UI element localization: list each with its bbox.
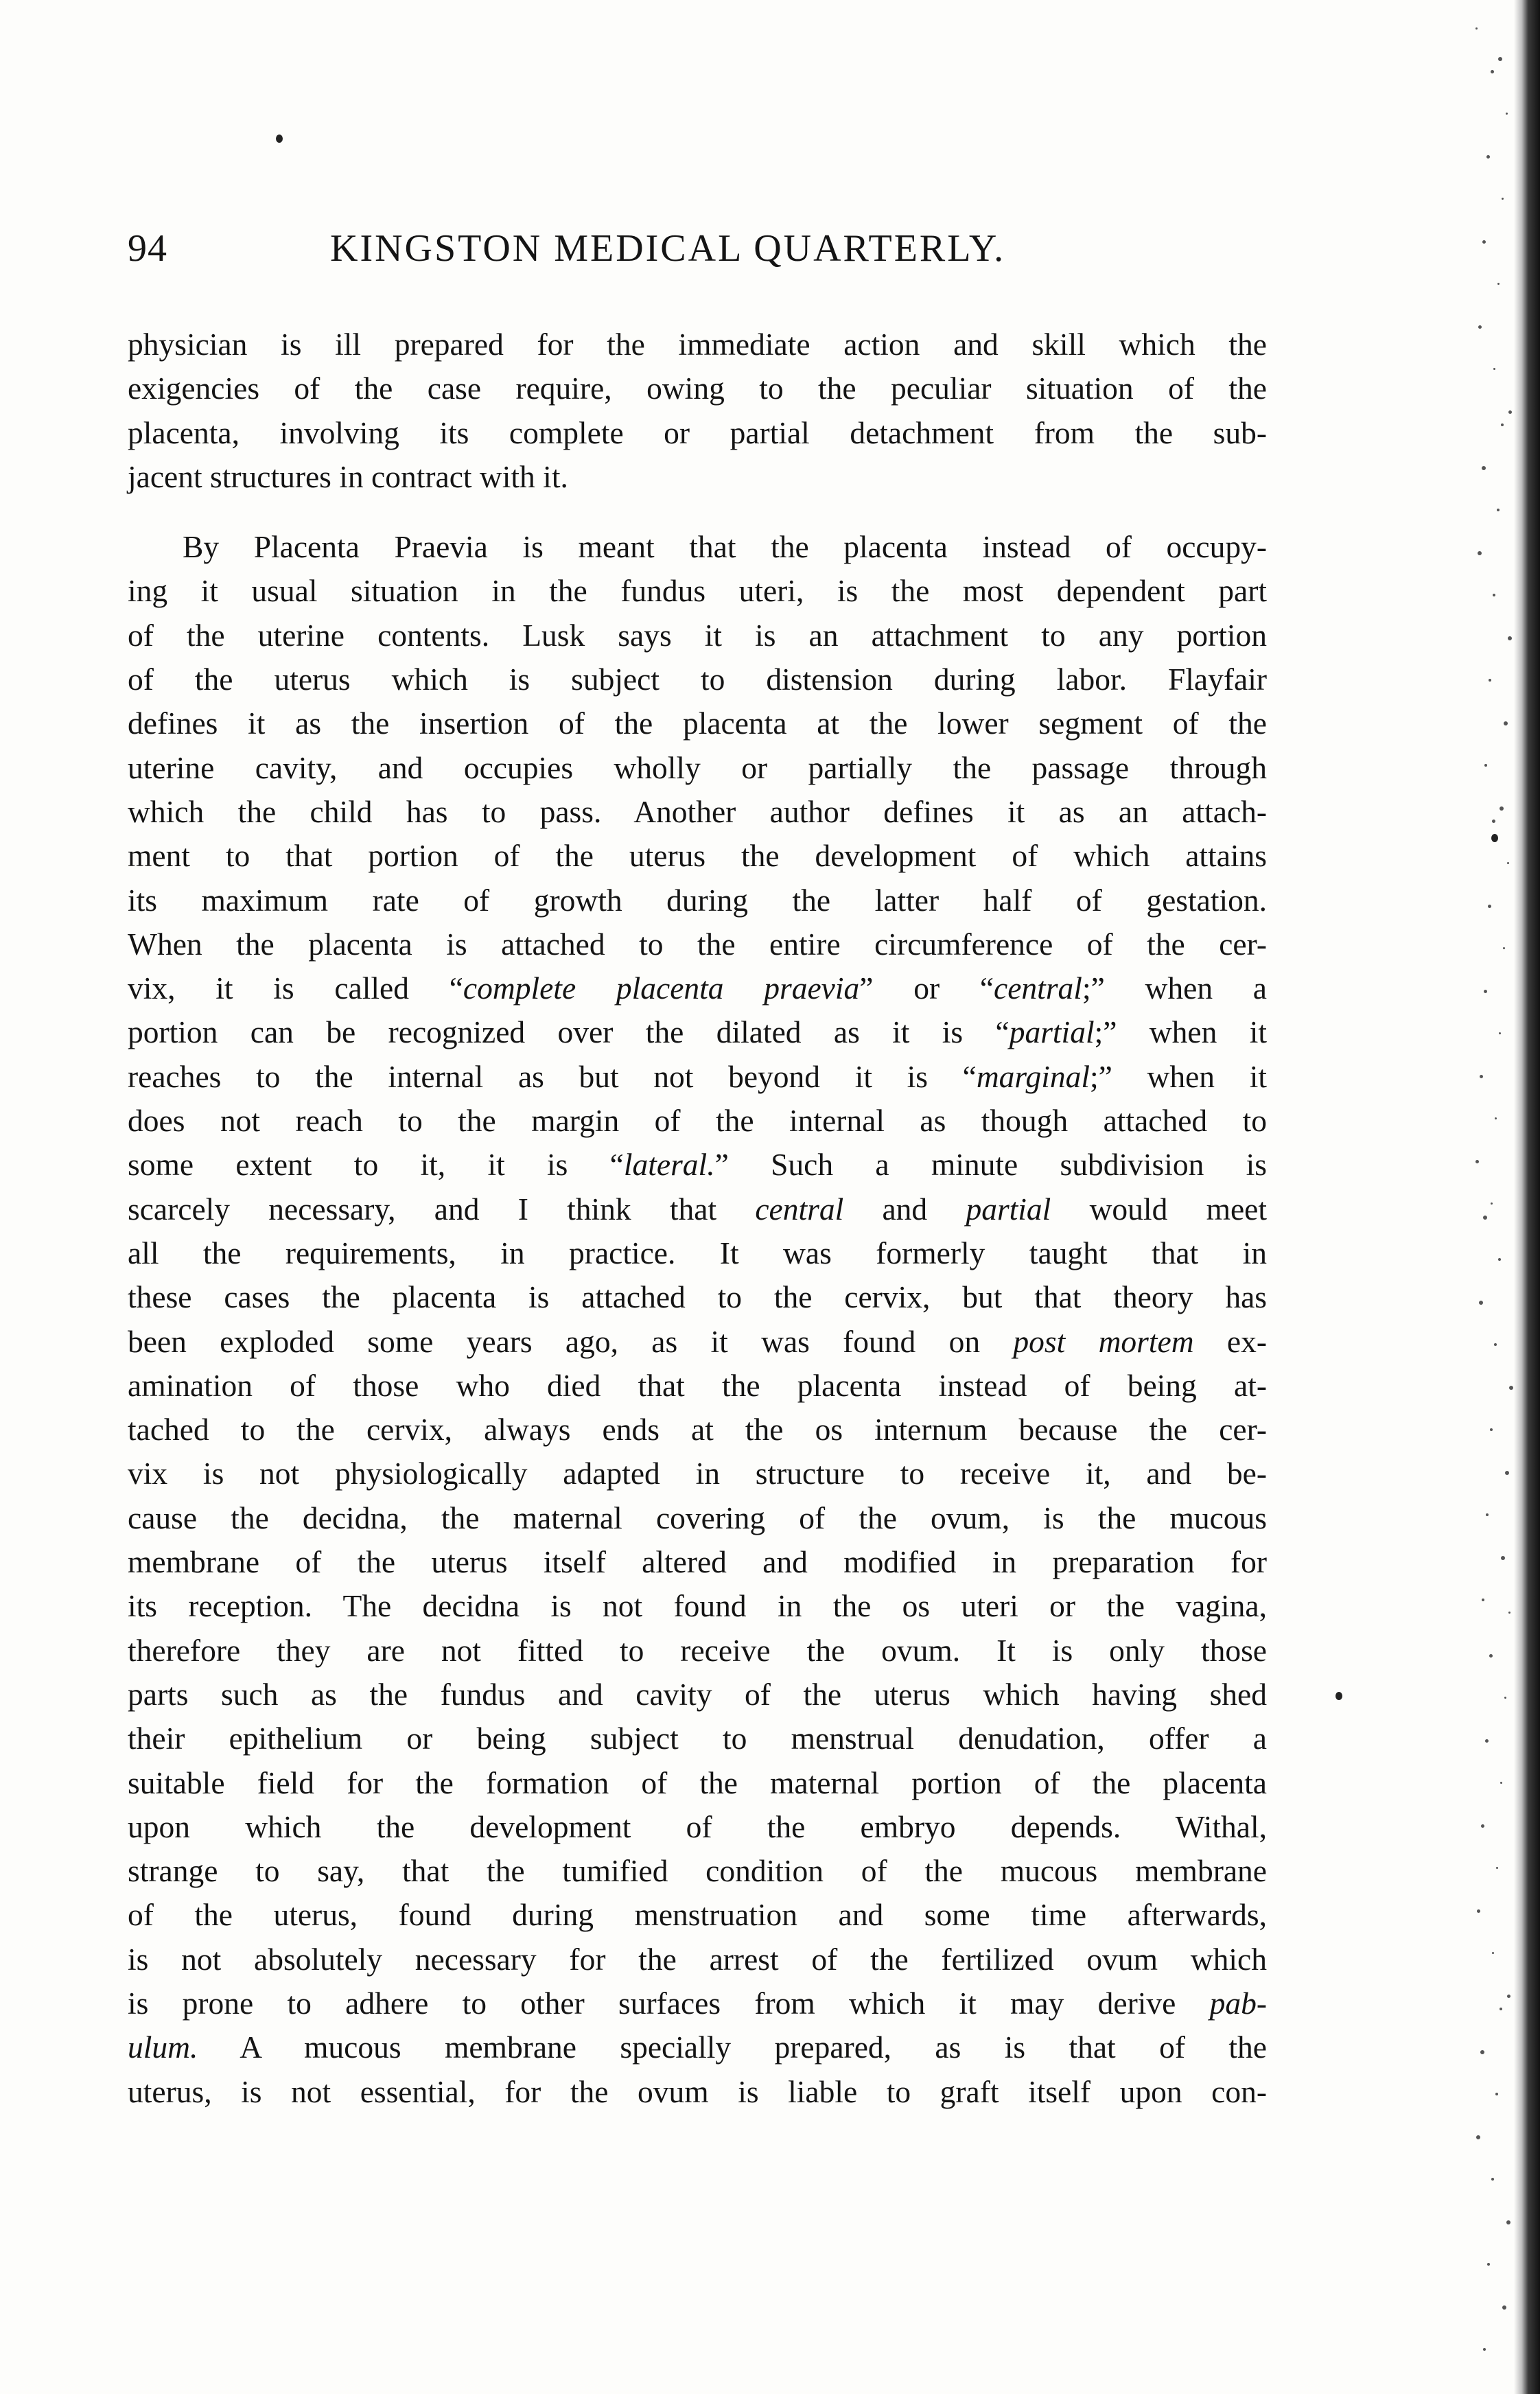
text-line (128, 701, 1267, 745)
text-line (128, 455, 1267, 499)
text-line (128, 1540, 1267, 1584)
scan-speck (1482, 240, 1486, 244)
scan-speck (1507, 862, 1509, 864)
text-run: these cases the placenta is attached to the cervix, but that theory has (128, 1279, 1267, 1315)
text-run: their epithelium or being subject to menstrual denudation, offer a (128, 1721, 1267, 1756)
text-run: ex- (1193, 1323, 1267, 1359)
scan-speck (1475, 1160, 1479, 1163)
scan-speck (1498, 1258, 1501, 1261)
text-line (128, 1717, 1267, 1760)
scan-speck (1475, 27, 1478, 30)
page-number: 94 (128, 227, 167, 270)
text-line (128, 1584, 1267, 1628)
scan-speck (1502, 198, 1504, 200)
scan-speck (1508, 410, 1512, 414)
scan-speck (1506, 2220, 1510, 2224)
scan-speck (1492, 820, 1495, 823)
text-run: ” Such a minute subdivision is (714, 1147, 1268, 1183)
text-run: of the uterine contents. Lusk says it is an attachment to any portion (128, 617, 1267, 653)
text-run: and (843, 1191, 966, 1227)
scan-speck (1492, 1952, 1494, 1954)
text-line (128, 922, 1267, 966)
scan-speck (1507, 1995, 1510, 1998)
text-line (128, 569, 1267, 613)
scan-speck (1482, 1599, 1484, 1601)
text-line (128, 834, 1267, 878)
text-line (128, 790, 1267, 834)
scan-speck (1480, 2050, 1484, 2054)
text-line (128, 525, 1267, 569)
scan-speck (1489, 1654, 1493, 1658)
text-run: cause the decidna, the maternal covering of the ovum, is the mucous (128, 1500, 1267, 1535)
text-line (128, 1452, 1267, 1496)
italic-term: post mortem (1013, 1323, 1194, 1359)
text-line (128, 1408, 1267, 1452)
text-line (128, 1496, 1267, 1540)
scan-speck (1504, 721, 1508, 725)
scan-speck (1493, 594, 1495, 596)
body-text (128, 323, 1267, 2114)
scan-speck (1483, 1216, 1487, 1220)
text-run: amination of those who died that the placenta instead of being at- (128, 1367, 1267, 1403)
scan-speck (1476, 2135, 1480, 2139)
scan-speck (1497, 283, 1500, 285)
scan-speck (1486, 1513, 1489, 1516)
text-line (128, 658, 1267, 701)
scan-speck (1502, 2305, 1506, 2310)
text-run: ;” when it (1090, 1058, 1267, 1094)
text-run: reaches to the internal as but not beyond it is “ (128, 1058, 977, 1094)
text-run: upon which the development of the embryo depends. Withal, (128, 1809, 1267, 1844)
text-run: some extent to it, it is “ (128, 1147, 624, 1183)
scan-speck (1489, 679, 1491, 682)
text-line (128, 2070, 1267, 2114)
scan-speck (1491, 70, 1494, 73)
scan-speck (1483, 2348, 1486, 2351)
scan-speck (1493, 368, 1495, 370)
scan-speck (1478, 325, 1482, 329)
page-header (128, 226, 1267, 288)
scan-speck (1500, 806, 1504, 811)
scan-speck (1486, 155, 1490, 159)
text-run: uterine cavity, and occupies wholly or partially the passage through (128, 749, 1267, 785)
text-run: of the uterus, found during menstruation and some time afterwards, (128, 1897, 1267, 1933)
scan-speck (1484, 764, 1487, 767)
scan-speck (1505, 1471, 1509, 1475)
italic-term: ulum. (128, 2030, 198, 2065)
text-run: its reception. The decidna is not found in the os uteri or the vagina, (128, 1588, 1267, 1624)
stray-mark (276, 135, 283, 143)
scan-speck (1503, 947, 1505, 949)
text-line (128, 411, 1267, 455)
scan-speck (1495, 1117, 1497, 1119)
stray-mark (1335, 1692, 1342, 1700)
text-line (128, 1099, 1267, 1143)
text-run: is not absolutely necessary for the arrest of the fertilized ovum which (128, 1941, 1267, 1977)
text-run: which the child has to pass. Another author defines it as an attach- (128, 793, 1267, 829)
italic-term: complete placenta praevia (463, 971, 860, 1006)
text-run: tached to the cervix, always ends at the os internum because the cer- (128, 1412, 1267, 1448)
text-line (128, 1805, 1267, 1849)
text-line (128, 1187, 1267, 1231)
text-run: ;” when it (1094, 1014, 1267, 1050)
text-run: uterus, is not essential, for the ovum is liable to graft itself upon con- (128, 2073, 1267, 2109)
italic-term: partial (1009, 1014, 1095, 1050)
italic-term: pab- (1209, 1985, 1267, 2021)
text-run: exigencies of the case require, owing to the peculiar situation of the (128, 371, 1267, 406)
text-run: membrane of the uterus itself altered and modified in preparation for (128, 1544, 1267, 1580)
text-run: physician is ill prepared for the immediate action and skill which the (128, 327, 1267, 362)
text-run: strange to say, that the tumified condition of the mucous membrane (128, 1853, 1267, 1889)
text-line (128, 1982, 1267, 2025)
italic-term: central (994, 971, 1082, 1006)
paragraph (128, 323, 1267, 499)
scan-speck (1485, 1739, 1489, 1743)
text-run: defines it as the insertion of the placenta at the lower segment of the (128, 706, 1267, 741)
italic-term: marginal (976, 1058, 1090, 1094)
text-line (128, 1275, 1267, 1319)
text-run: scarcely necessary, and I think that (128, 1191, 756, 1227)
text-line (128, 1629, 1267, 1673)
text-line (128, 1893, 1267, 1937)
italic-term: lateral. (623, 1147, 715, 1183)
text-line (128, 1849, 1267, 1893)
scan-speck (1506, 113, 1508, 115)
text-run: jacent structures in contract with it. (128, 458, 568, 494)
scan-speck (1501, 423, 1504, 426)
text-run: would meet (1051, 1191, 1267, 1227)
scan-speck (1484, 990, 1487, 993)
scan-speck (1496, 1867, 1498, 1869)
scan-speck (1508, 1612, 1510, 1614)
scan-speck (1509, 1386, 1513, 1390)
text-run: been exploded some years ago, as it was found on (128, 1323, 1014, 1359)
scan-speck (1481, 1824, 1484, 1828)
scan-speck (1490, 1428, 1493, 1431)
text-run: By Placenta Praevia is meant that the placenta instead of occupy- (183, 529, 1267, 565)
paragraph (128, 525, 1267, 2114)
scan-speck (1499, 1032, 1501, 1034)
text-line (128, 1364, 1267, 1408)
text-run: of the uterus which is subject to distension during labor. Flayfair (128, 662, 1267, 697)
scan-speck (1501, 1556, 1505, 1560)
text-line (128, 1761, 1267, 1805)
text-run: does not reach to the margin of the internal as though attached to (128, 1103, 1267, 1139)
text-run: its maximum rate of growth during the latter half of gestation. (128, 882, 1267, 918)
text-line (128, 1010, 1267, 1054)
text-line (128, 879, 1267, 922)
text-line (128, 1673, 1267, 1717)
scan-speck (1497, 509, 1500, 511)
italic-term: central (755, 1191, 844, 1227)
text-run: vix, it is called “ (128, 971, 463, 1006)
scan-speck (1480, 1075, 1483, 1078)
running-title: KINGSTON MEDICAL QUARTERLY. (330, 227, 1006, 270)
scan-speck (1487, 2263, 1490, 2266)
scan-speck (1508, 636, 1512, 640)
scan-speck (1504, 1697, 1506, 1699)
scan-speck (1500, 2008, 1502, 2010)
scanned-page-edge (1514, 0, 1540, 2394)
text-run: ;” when a (1082, 971, 1267, 1006)
text-line (128, 746, 1267, 790)
text-run: is prone to adhere to other surfaces from which it may derive (128, 1985, 1210, 2021)
scan-speck (1482, 466, 1486, 470)
stray-mark (1491, 834, 1498, 842)
text-run: A mucous membrane specially prepared, as is that of the (198, 2030, 1267, 2065)
text-run: suitable field for the formation of the maternal portion of the placenta (128, 1765, 1267, 1800)
scan-speck (1500, 1782, 1502, 1784)
text-line (128, 1143, 1267, 1187)
text-run: portion can be recognized over the dilated as it is “ (128, 1014, 1010, 1050)
scan-speck (1498, 57, 1502, 61)
scan-speck (1494, 1343, 1497, 1346)
text-run: ” or “ (859, 971, 994, 1006)
text-run: therefore they are not fitted to receive the ovum. It is only those (128, 1632, 1267, 1668)
text-run: parts such as the fundus and cavity of the uterus which having shed (128, 1676, 1267, 1712)
scan-speck (1491, 2178, 1494, 2181)
scan-speck (1479, 1301, 1483, 1305)
text-line (128, 1320, 1267, 1364)
text-run: When the placenta is attached to the entire circumference of the cer- (128, 926, 1267, 962)
text-line (128, 1231, 1267, 1275)
text-line (128, 367, 1267, 410)
text-line (128, 614, 1267, 658)
text-run: ing it usual situation in the fundus uteri, is the most dependent part (128, 573, 1267, 609)
text-run: ment to that portion of the uterus the development of which attains (128, 838, 1267, 874)
text-run: placenta, involving its complete or partial detachment from the sub- (128, 415, 1267, 450)
italic-term: partial (966, 1191, 1051, 1227)
scan-speck (1495, 2093, 1498, 2095)
text-run: all the requirements, in practice. It was formerly taught that in (128, 1235, 1267, 1270)
scan-speck (1488, 905, 1491, 908)
scan-speck (1491, 1202, 1493, 1205)
text-line (128, 966, 1267, 1010)
text-run: vix is not physiologically adapted in structure to receive it, and be- (128, 1456, 1267, 1491)
text-line (128, 323, 1267, 367)
text-line (128, 1055, 1267, 1099)
text-line (128, 2025, 1267, 2069)
scan-speck (1477, 1909, 1480, 1913)
text-line (128, 1938, 1267, 1982)
scan-speck (1478, 551, 1482, 555)
paragraph-gap (128, 499, 1267, 525)
